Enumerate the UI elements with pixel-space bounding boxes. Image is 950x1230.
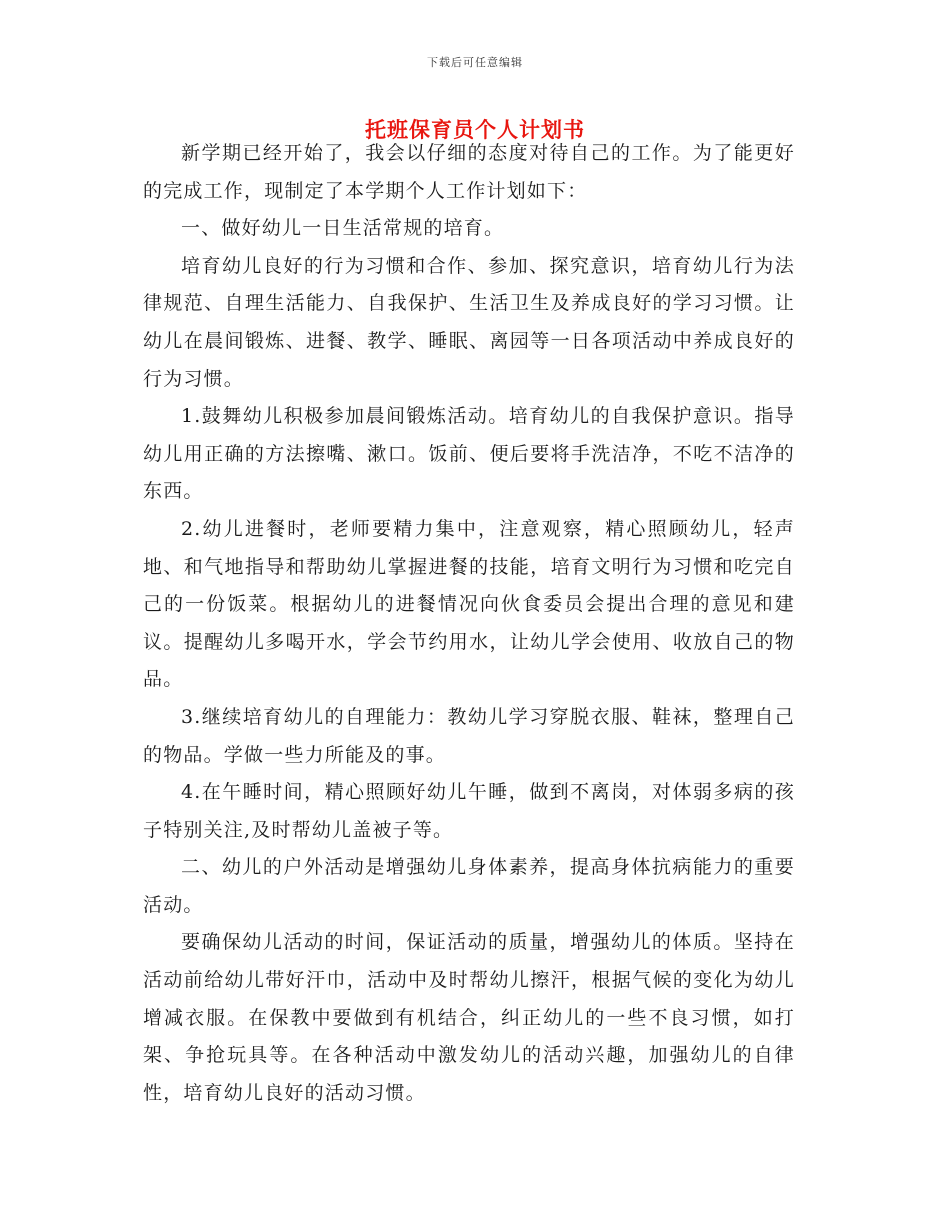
paragraph-intro: 新学期已经开始了，我会以仔细的态度对待自己的工作。为了能更好的完成工作，现制定了本学期个人工作计划如下： (143, 142, 795, 202)
document-body (143, 135, 795, 1112)
paragraph-outdoor: 要确保幼儿活动的时间，保证活动的质量，增强幼儿的体质。坚持在活动前给幼儿带好汗巾，活动中及时帮幼儿擦汗，根据气候的变化为幼儿增减衣服。在保教中要做到有机结合，纠正幼儿的一些不良习惯，如打架、争抢玩具等。在各种活动中激发幼儿的活动兴趣，加强幼儿的自律性，培育幼儿良好的活动习惯。 (143, 931, 795, 1104)
section-heading-1: 一、做好幼儿一日生活常规的培育。 (181, 217, 505, 240)
list-item-4: 4.在午睡时间，精心照顾好幼儿午睡，做到不离岗，对体弱多病的孩子特别关注,及时帮幼儿盖被子等。 (143, 781, 795, 841)
header-note: 下载后可任意编辑 (427, 56, 523, 69)
list-item-1: 1.鼓舞幼儿积极参加晨间锻炼活动。培育幼儿的自我保护意识。指导幼儿用正确的方法擦嘴、漱口。饭前、便后要将手洗洁净，不吃不洁净的东西。 (143, 405, 795, 503)
list-item-2: 2.幼儿进餐时，老师要精力集中，注意观察，精心照顾幼儿，轻声地、和气地指导和帮助幼儿掌握进餐的技能，培育文明行为习惯和吃完自己的一份饭菜。根据幼儿的进餐情况向伙食委员会提出合理的意见和建议。提醒幼儿多喝开水，学会节约用水，让幼儿学会使用、收放自己的物品。 (143, 517, 795, 691)
paragraph-habits: 培育幼儿良好的行为习惯和合作、参加、探究意识，培育幼儿行为法律规范、自理生活能力、自我保护、生活卫生及养成良好的学习习惯。让幼儿在晨间锻炼、进餐、教学、睡眠、离园等一日各项活动中养成良好的行为习惯。 (143, 254, 795, 390)
list-item-3: 3.继续培育幼儿的自理能力：教幼儿学习穿脱衣服、鞋袜，整理自己的物品。学做一些力所能及的事。 (143, 705, 795, 766)
section-heading-2: 二、幼儿的户外活动是增强幼儿身体素养，提高身体抗病能力的重要活动。 (143, 856, 795, 916)
document-title: 托班保育员个人计划书 (365, 117, 585, 142)
